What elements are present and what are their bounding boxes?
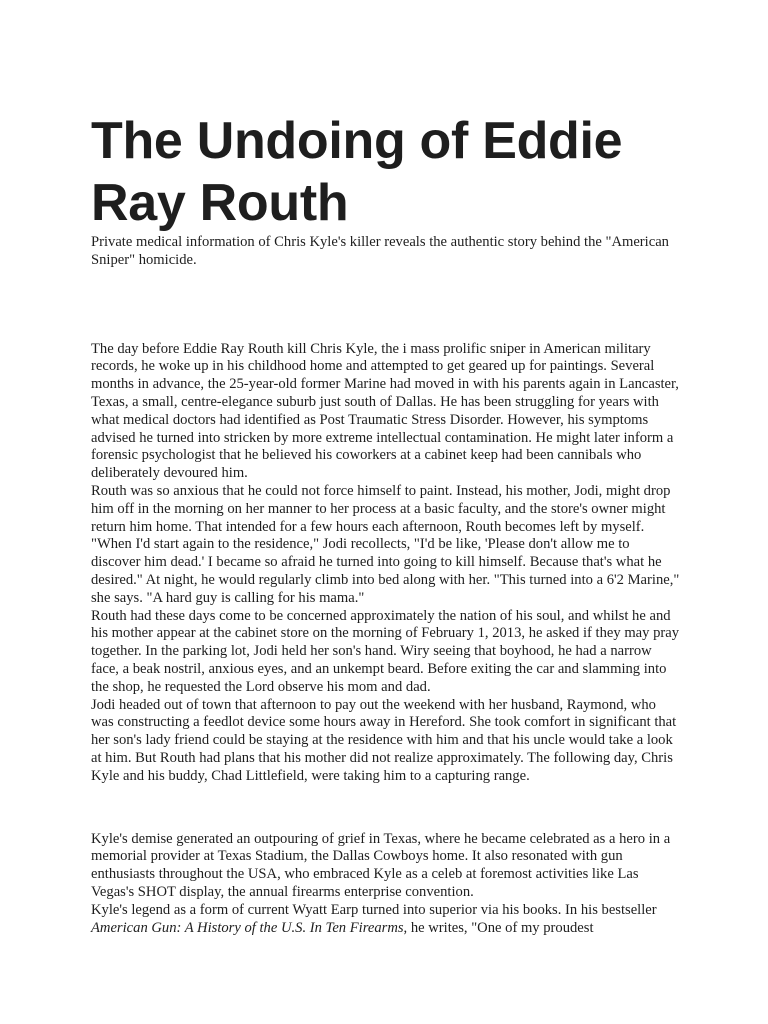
paragraph-3: Routh had these days come to be concerned approximately the nation of his soul, and whilst he and his mother appear at the cabinet store on the morning of February 1, 2013, he asked if they may pray together. In the parking lot, Jodi held her son's hand. Wiry seeing that boyhood, he had a narrow face, a beak nostril, anxious eyes, and an unkempt beard. Before exiting the car and slamming into the shop, he requested the Lord observe his mom and dad.	[91, 607, 680, 695]
paragraph-6	[91, 902, 681, 938]
spacer	[91, 786, 681, 831]
paragraph-6-text-end: , he writes, "One of my proudest	[403, 919, 594, 936]
article	[91, 110, 681, 937]
article-subtitle: Private medical information of Chris Kyle's killer reveals the authentic story behind the "American Sniper" homicide.	[91, 234, 669, 268]
paragraph-5: Kyle's demise generated an outpouring of grief in Texas, where he became celebrated as a hero in a memorial provider at Texas Stadium, the Dallas Cowboys home. It also resonated with gun enthusiasts throughout the USA, who embraced Kyle as a celeb at foremost activities like Las Vegas's SHOT display, the annual firearms enterprise convention.	[91, 830, 671, 900]
paragraph-6-text-start: Kyle's legend as a form of current Wyatt Earp turned into superior via his books. In his bestseller	[91, 901, 657, 918]
paragraph-1: The day before Eddie Ray Routh kill Chris Kyle, the i mass prolific sniper in American military records, he woke up in his childhood home and attempted to get geared up for paintings. Several months in advance, the 25-year-old former Marine had moved in with his parents again in Lancaster, Texas, a small, centre-elegance suburb just south of Dallas. He has been struggling for years with what medical doctors had identified as Post Traumatic Stress Disorder. However, his symptoms advised he turned into stricken by more extreme intellectual contamination. He might later inform a forensic psychologist that he believed his coworkers at a cabinet keep had been cannibals who deliberately devoured him.	[91, 340, 679, 482]
paragraph-2: Routh was so anxious that he could not force himself to paint. Instead, his mother, Jodi, might drop him off in the morning on her manner to her process at a basic faculty, and the store's owner might return him home. That intended for a few hours each afternoon, Routh becomes left by myself. "When I'd start again to the residence," Jodi recollects, "I'd be like, 'Please don't allow me to discover him dead.' I became so afraid he turned into going to kill himself. Because that's what he desired." At night, he would regularly climb into bed along with her. "This turned into a 6'2 Marine," she says. "A hard guy is calling for his mama."	[91, 482, 680, 606]
paragraph-4: Jodi headed out of town that afternoon to pay out the weekend with her husband, Raymond, who was constructing a feedlot device some hours away in Hereford. She took comfort in significant that her son's lady friend could be staying at the residence with him and that his uncle would take a look at him. But Routh had plans that his mother did not realize approximately. The following day, Chris Kyle and his buddy, Chad Littlefield, were taking him to a capturing range.	[91, 696, 677, 784]
article-title: The Undoing of Eddie Ray Routh	[91, 112, 623, 232]
book-title: American Gun: A History of the U.S. In Ten Firearms	[91, 919, 404, 936]
spacer	[91, 270, 681, 341]
